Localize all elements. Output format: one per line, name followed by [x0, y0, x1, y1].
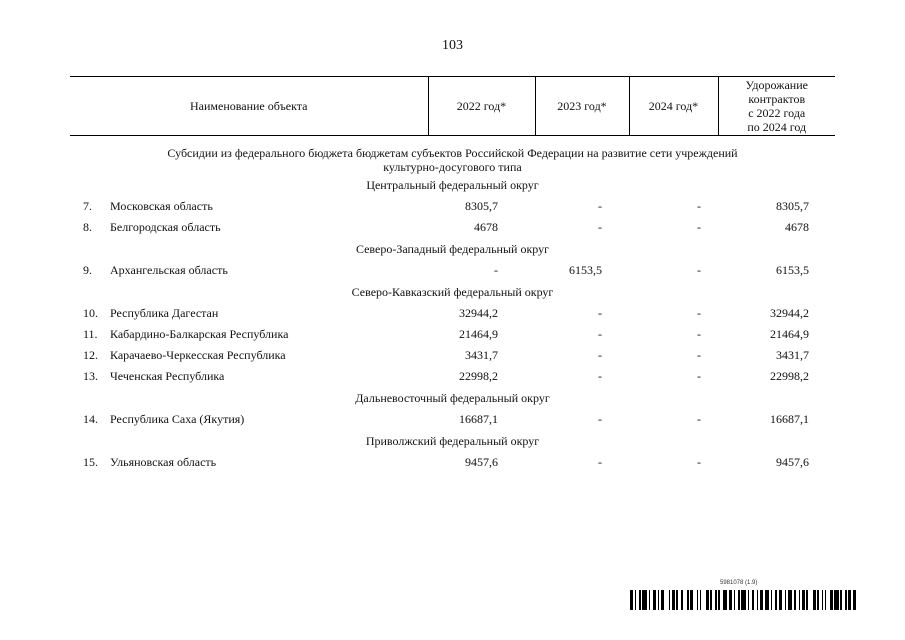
- object-cell: [70, 409, 428, 430]
- row-number: 10.: [83, 306, 98, 320]
- table-row: [70, 409, 835, 430]
- region-name: Северо-Западный федеральный округ: [355, 241, 550, 256]
- row-number: 13.: [83, 369, 98, 383]
- table-row: [70, 260, 835, 281]
- row-number: 14.: [83, 412, 98, 426]
- value-cost-increase: 9457,6: [776, 455, 809, 469]
- value-cost-increase: 32944,2: [770, 306, 809, 320]
- section-title: [70, 136, 835, 175]
- barcode-bars: [630, 590, 856, 610]
- object-cell: [70, 196, 428, 217]
- header-object-name: Наименование объекта: [70, 77, 428, 136]
- table-row: [70, 324, 835, 345]
- object-cell: [70, 452, 428, 473]
- value-2022: 22998,2: [459, 369, 498, 383]
- section-title-line: Субсидии из федерального бюджета бюджетам субъектов Российской Федерации на развитие сети учреждений: [167, 146, 738, 160]
- barcode: [630, 580, 856, 610]
- value-2023: -: [598, 369, 602, 383]
- table-row: [70, 366, 835, 387]
- object-name: Белгородская область: [110, 220, 221, 234]
- header-2022: 2022 год*: [428, 77, 535, 136]
- object-cell: [70, 366, 428, 387]
- table-row: [70, 452, 835, 473]
- value-2024: -: [697, 327, 701, 341]
- object-cell: [70, 260, 428, 281]
- object-name: Карачаево-Черкесская Республика: [110, 348, 286, 362]
- region-row: [70, 281, 835, 303]
- data-table-container: [70, 76, 835, 473]
- object-name: Чеченская Республика: [110, 369, 225, 383]
- value-2023: -: [598, 412, 602, 426]
- value-2024: -: [697, 263, 701, 277]
- object-cell: [70, 345, 428, 366]
- value-2023: -: [598, 348, 602, 362]
- region-row: [70, 238, 835, 260]
- value-2022: 16687,1: [459, 412, 498, 426]
- value-2024: -: [697, 220, 701, 234]
- region-name: Центральный федеральный округ: [366, 177, 539, 192]
- header-2024: 2024 год*: [629, 77, 718, 136]
- data-table: [70, 76, 835, 473]
- value-2022: 3431,7: [465, 348, 498, 362]
- section-title-line: культурно-досугового типа: [383, 160, 522, 174]
- value-2024: -: [697, 412, 701, 426]
- region-name: Приволжский федеральный округ: [365, 433, 540, 448]
- region-name: Северо-Кавказский федеральный округ: [351, 284, 554, 299]
- table-header-row: [70, 77, 835, 136]
- row-number: 15.: [83, 455, 98, 469]
- table-row: [70, 303, 835, 324]
- value-2023: 6153,5: [569, 263, 602, 277]
- object-cell: [70, 303, 428, 324]
- value-2023: -: [598, 306, 602, 320]
- value-2022: 8305,7: [465, 199, 498, 213]
- header-cost-increase: [718, 77, 835, 136]
- value-cost-increase: 16687,1: [770, 412, 809, 426]
- region-name: Дальневосточный федеральный округ: [355, 390, 550, 405]
- object-cell: [70, 217, 428, 238]
- object-name: Ульяновская область: [110, 455, 217, 469]
- value-2024: -: [697, 348, 701, 362]
- value-2022: -: [494, 263, 498, 277]
- object-name: Республика Саха (Якутия): [110, 412, 245, 426]
- object-name: Московская область: [110, 199, 213, 213]
- value-cost-increase: 8305,7: [776, 199, 809, 213]
- object-name: Кабардино-Балкарская Республика: [110, 327, 289, 341]
- value-2023: -: [598, 455, 602, 469]
- value-2022: 9457,6: [465, 455, 498, 469]
- value-cost-increase: 4678: [785, 220, 809, 234]
- object-name: Архангельская область: [110, 263, 228, 277]
- region-row: [70, 387, 835, 409]
- value-2023: -: [598, 220, 602, 234]
- value-cost-increase: 6153,5: [776, 263, 809, 277]
- barcode-number: 5981078 (1.9): [720, 580, 758, 586]
- row-number: 7.: [83, 199, 92, 213]
- table-row: [70, 217, 835, 238]
- object-cell: [70, 324, 428, 345]
- row-number: 8.: [83, 220, 92, 234]
- header-increase-line: с 2022 года: [748, 106, 806, 120]
- object-name: Республика Дагестан: [110, 306, 219, 320]
- value-cost-increase: 22998,2: [770, 369, 809, 383]
- region-row: [70, 430, 835, 452]
- header-increase-line: по 2024 год: [747, 120, 807, 134]
- barcode-bar: [853, 590, 856, 610]
- region-row: [70, 174, 835, 196]
- table-row: [70, 345, 835, 366]
- row-number: 11.: [83, 327, 98, 341]
- value-cost-increase: 3431,7: [776, 348, 809, 362]
- row-number: 9.: [83, 263, 92, 277]
- table-row: [70, 196, 835, 217]
- value-2022: 4678: [474, 220, 498, 234]
- value-2022: 21464,9: [459, 327, 498, 341]
- header-increase-line: Удорожание: [745, 78, 808, 92]
- value-2024: -: [697, 369, 701, 383]
- header-increase-line: контрактов: [748, 92, 806, 106]
- value-2023: -: [598, 327, 602, 341]
- value-cost-increase: 21464,9: [770, 327, 809, 341]
- value-2024: -: [697, 306, 701, 320]
- header-2023: 2023 год*: [535, 77, 629, 136]
- value-2024: -: [697, 199, 701, 213]
- value-2023: -: [598, 199, 602, 213]
- value-2022: 32944,2: [459, 306, 498, 320]
- row-number: 12.: [83, 348, 98, 362]
- section-title-row: [70, 136, 835, 175]
- value-2024: -: [697, 455, 701, 469]
- page-number: 103: [442, 38, 463, 53]
